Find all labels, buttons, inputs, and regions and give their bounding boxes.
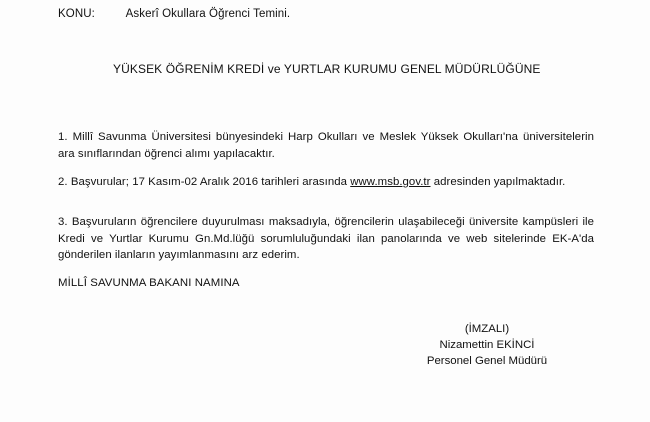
paragraph-2-text-before: 2. Başvurular; 17 Kasım-02 Aralık 2016 tarihleri arasında (58, 176, 351, 188)
signature-name: Nizamettin EKİNCİ (439, 339, 535, 351)
paragraph-2 (58, 174, 594, 191)
subject-label: KONU (58, 8, 92, 20)
paragraph-3: 3. Başvuruların öğrencilere duyurulması maksadıyla, öğrencilerin ulaşabileceği üniversite kampüsleri ile Kredi ve Yurtlar Kurumu Gn.Md.lüğü sorumluluğundaki ilan panolarında ve web sitelerinde EK-A'da gönderilen ilanların yayımlanmasını arz ederim. (58, 216, 594, 261)
msb-website-link[interactable]: www.msb.gov.tr (350, 176, 431, 188)
signature-marker: (İMZALI) (464, 323, 510, 335)
signature-title: Personel Genel Müdürü (426, 355, 548, 367)
paragraph-1: 1. Millî Savunma Üniversitesi bünyesindeki Harp Okulları ve Meslek Yüksek Okulları'na üniversitelerin ara sınıflarından öğrenci alımı yapılacaktır. (58, 131, 594, 160)
subject-value: Askerî Okullara Öğrenci Temini. (125, 8, 291, 20)
addressee-line: YÜKSEK ÖĞRENİM KREDİ ve YURTLAR KURUMU GENEL MÜDÜRLÜĞÜNE (113, 62, 541, 76)
subject-line (58, 8, 290, 20)
subject-separator: : (91, 8, 95, 20)
authority-line: MİLLÎ SAVUNMA BAKANI NAMINA (58, 277, 240, 289)
paragraph-2-text-after: adresinden yapılmaktadır. (430, 176, 566, 188)
